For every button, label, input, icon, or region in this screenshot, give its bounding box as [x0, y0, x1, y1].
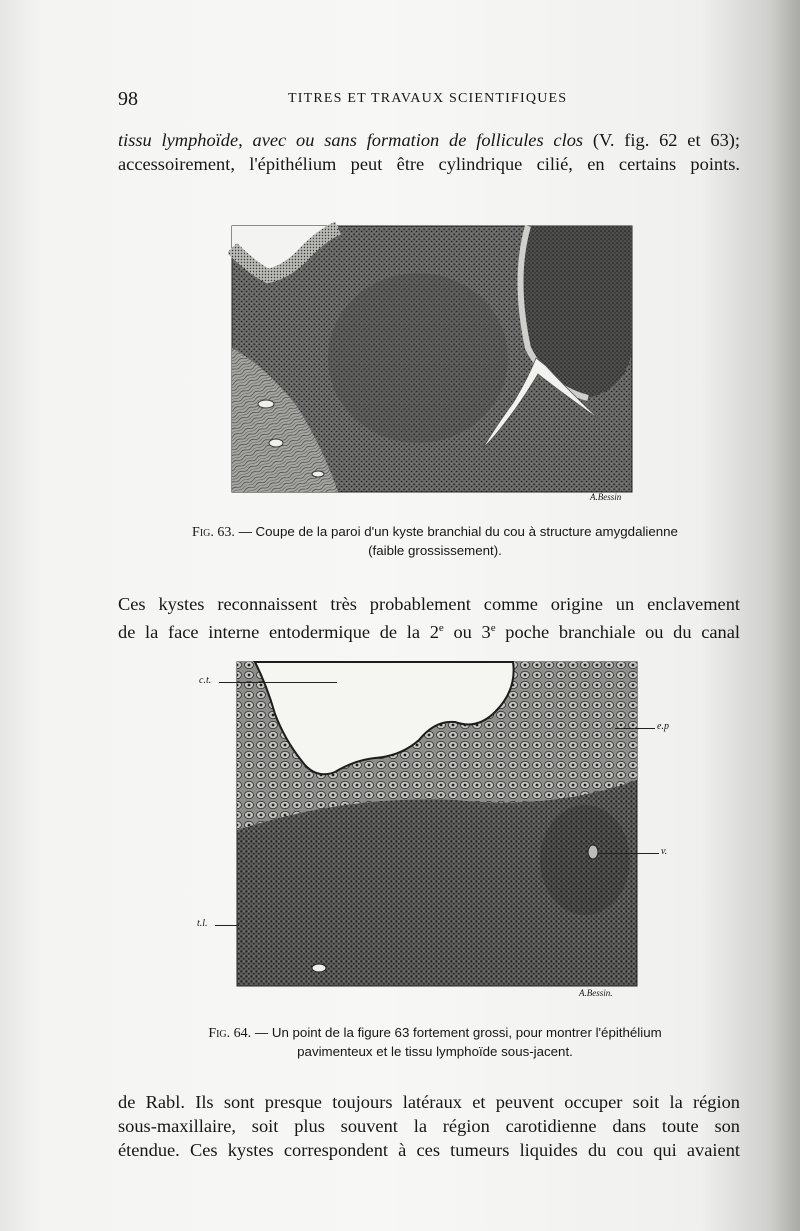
figure-63-caption-label: Fig. 63. — [192, 525, 235, 540]
paragraph-top-line-1 — [118, 128, 740, 152]
leader-tl — [215, 925, 239, 926]
paragraph-top-line-2: accessoirement, l'épithélium peut être cylindrique cilié, en certains points. — [118, 154, 740, 174]
label-ep: e.p — [657, 721, 669, 732]
figure-64-caption — [120, 1024, 750, 1061]
paragraph-bottom-line-2: sous-maxillaire, soit plus souvent la région carotidienne dans toute son — [118, 1116, 740, 1136]
figure-64-caption-line-2: pavimenteux et le tissu lymphoïde sous-jacent. — [297, 1044, 573, 1059]
paragraph-middle-line-2 — [118, 616, 740, 644]
figure-63-caption-text: — Coupe de la paroi d'un kyste branchial du cou à structure amygdalienne — [234, 524, 678, 539]
paragraph-top — [118, 128, 740, 176]
figure-64-illustration — [195, 660, 685, 1000]
paragraph-middle — [118, 592, 740, 644]
figure-64-signature: A.Bessin. — [579, 988, 613, 998]
page-number: 98 — [118, 88, 138, 110]
figure-63-illustration — [228, 198, 638, 504]
paragraph-bottom — [118, 1090, 740, 1162]
leader-ct — [219, 682, 337, 683]
figure-64-caption-text: — Un point de la figure 63 fortement grossi, pour montrer l'épithélium — [251, 1025, 662, 1040]
leader-ep — [615, 728, 655, 729]
superscript-e-2: e — [490, 622, 496, 634]
running-head — [118, 88, 738, 112]
paragraph-bottom-line-3: étendue. Ces kystes correspondent à ces tumeurs liquides du cou qui avaient — [118, 1140, 740, 1160]
label-tl: t.l. — [197, 918, 208, 929]
running-title: TITRES ET TRAVAUX SCIENTIFIQUES — [288, 91, 568, 106]
italic-phrase: tissu lymphoïde, avec ou sans formation de follicules clos — [118, 130, 584, 150]
figure-63-caption — [120, 523, 750, 560]
figure-64-caption-label: Fig. 64. — [208, 1026, 252, 1041]
leader-v — [599, 853, 659, 854]
label-ct: c.t. — [199, 675, 212, 686]
paragraph-bottom-line-1: de Rabl. Ils sont presque toujours latéraux et peuvent occuper soit la région — [118, 1092, 740, 1112]
paragraph-top-line-1-rest: (V. fig. 62 et 63); — [583, 130, 740, 150]
paragraph-middle-line-2-a: de la face interne entodermique de la 2 — [118, 622, 439, 643]
figure-63-signature: A.Bessin — [590, 492, 622, 502]
paragraph-middle-line-2-b: ou 3 — [443, 622, 491, 643]
paragraph-middle-line-2-c: poche branchiale ou du canal — [495, 622, 740, 643]
paragraph-middle-line-1: Ces kystes reconnaissent très probablement comme origine un enclavement — [118, 594, 740, 614]
figure-64 — [195, 660, 685, 1000]
superscript-e-1: e — [438, 622, 444, 634]
figure-63-caption-line-2: (faible grossissement). — [368, 543, 502, 558]
label-v: v. — [661, 846, 668, 857]
figure-63 — [228, 198, 638, 504]
